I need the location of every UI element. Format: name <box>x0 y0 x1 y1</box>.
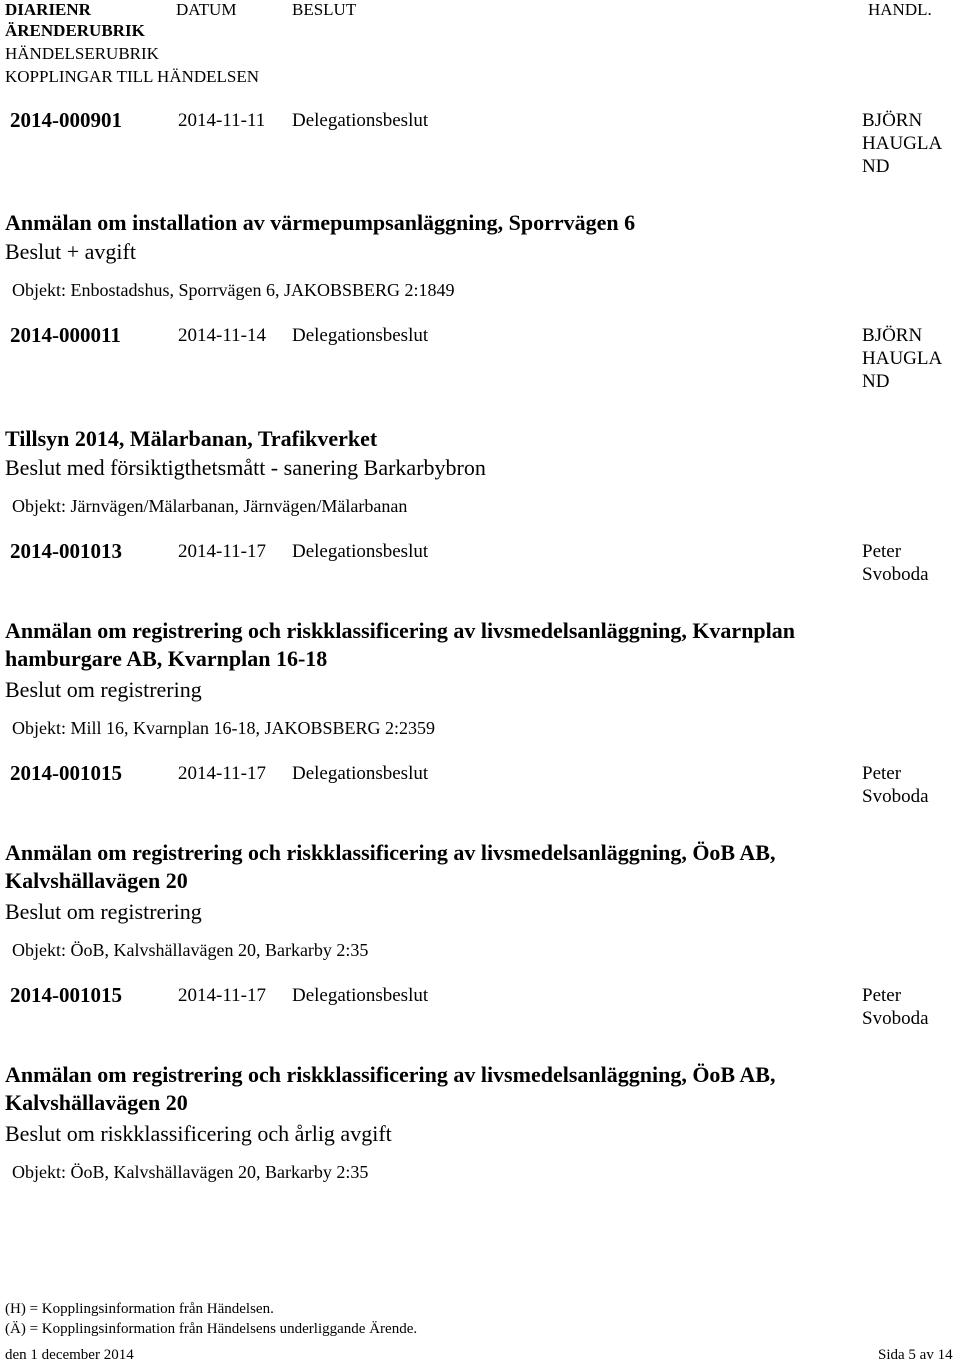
footer-page-number: Sida 5 av 14 <box>878 1347 953 1363</box>
entry-subtitle: Beslut med försiktigthetsmått - sanering Barkarbybron <box>5 455 486 480</box>
entry-number: 2014-001015 <box>10 761 122 785</box>
entry-object: Objekt: Mill 16, Kvarnplan 16-18, JAKOBSBERG 2:2359 <box>12 718 435 738</box>
header-diarienr: DIARIENR <box>5 0 91 19</box>
header-arenderubrik: ÄRENDERUBRIK <box>5 21 145 40</box>
entry-type: Delegationsbeslut <box>292 541 429 562</box>
entry-date: 2014-11-17 <box>178 541 266 562</box>
entry-date: 2014-11-14 <box>178 325 266 346</box>
entry-subtitle: Beslut om riskklassificering och årlig avgift <box>5 1121 392 1146</box>
entry-number: 2014-000901 <box>10 108 122 132</box>
entry-number: 2014-001013 <box>10 539 122 563</box>
entry-title: Anmälan om installation av värmepumpsanläggning, Sporrvägen 6 <box>5 210 636 235</box>
footer-note-h: (H) = Kopplingsinformation från Händelsen. <box>5 1301 274 1317</box>
entry-subtitle: Beslut om registrering <box>5 899 202 924</box>
entry-title-line-2: Kalvshällavägen 20 <box>5 1090 188 1115</box>
entry-object: Objekt: Enbostadshus, Sporrvägen 6, JAKOBSBERG 2:1849 <box>12 280 455 300</box>
entry-handler: Peter Svoboda <box>862 985 929 1029</box>
entry-subtitle: Beslut om registrering <box>5 677 202 702</box>
entry-date: 2014-11-11 <box>178 110 266 131</box>
entry-title: Tillsyn 2014, Mälarbanan, Trafikverket <box>5 426 378 451</box>
entry-date: 2014-11-17 <box>178 763 266 784</box>
entry-type: Delegationsbeslut <box>292 110 429 131</box>
entry-title-line-2: hamburgare AB, Kvarnplan 16-18 <box>5 646 328 671</box>
header-handelserubrik: HÄNDELSERUBRIK <box>5 44 159 63</box>
entry-type: Delegationsbeslut <box>292 325 429 346</box>
header-datum: DATUM <box>176 0 237 19</box>
entry-handler: Peter Svoboda <box>862 763 929 807</box>
entry-object: Objekt: ÖoB, Kalvshällavägen 20, Barkarby 2:35 <box>12 1162 369 1182</box>
entry-title: Anmälan om registrering och riskklassificering av livsmedelsanläggning, ÖoB AB, <box>5 840 776 865</box>
footer-note-a: (Ä) = Kopplingsinformation från Händelsens underliggande Ärende. <box>5 1321 418 1337</box>
entry-subtitle: Beslut + avgift <box>5 239 136 264</box>
footer-date: den 1 december 2014 <box>5 1347 134 1363</box>
entry-title: Anmälan om registrering och riskklassificering av livsmedelsanläggning, ÖoB AB, <box>5 1062 776 1087</box>
header-kopplingar: KOPPLINGAR TILL HÄNDELSEN <box>5 67 260 86</box>
entry-title-line-2: Kalvshällavägen 20 <box>5 868 188 893</box>
header-handl: HANDL. <box>868 0 932 19</box>
header-beslut: BESLUT <box>292 0 357 19</box>
entry-type: Delegationsbeslut <box>292 763 429 784</box>
entry-date: 2014-11-17 <box>178 985 266 1006</box>
entry-number: 2014-001015 <box>10 983 122 1007</box>
entry-object: Objekt: ÖoB, Kalvshällavägen 20, Barkarby 2:35 <box>12 940 369 960</box>
entry-title: Anmälan om registrering och riskklassificering av livsmedelsanläggning, Kvarnplan <box>5 618 796 643</box>
entry-handler: BJÖRN HAUGLA ND <box>862 110 943 177</box>
entry-handler: BJÖRN HAUGLA ND <box>862 325 943 392</box>
entry-number: 2014-000011 <box>10 323 121 347</box>
entry-object: Objekt: Järnvägen/Mälarbanan, Järnvägen/Mälarbanan <box>12 496 408 516</box>
entry-type: Delegationsbeslut <box>292 985 429 1006</box>
entry-handler: Peter Svoboda <box>862 541 929 585</box>
